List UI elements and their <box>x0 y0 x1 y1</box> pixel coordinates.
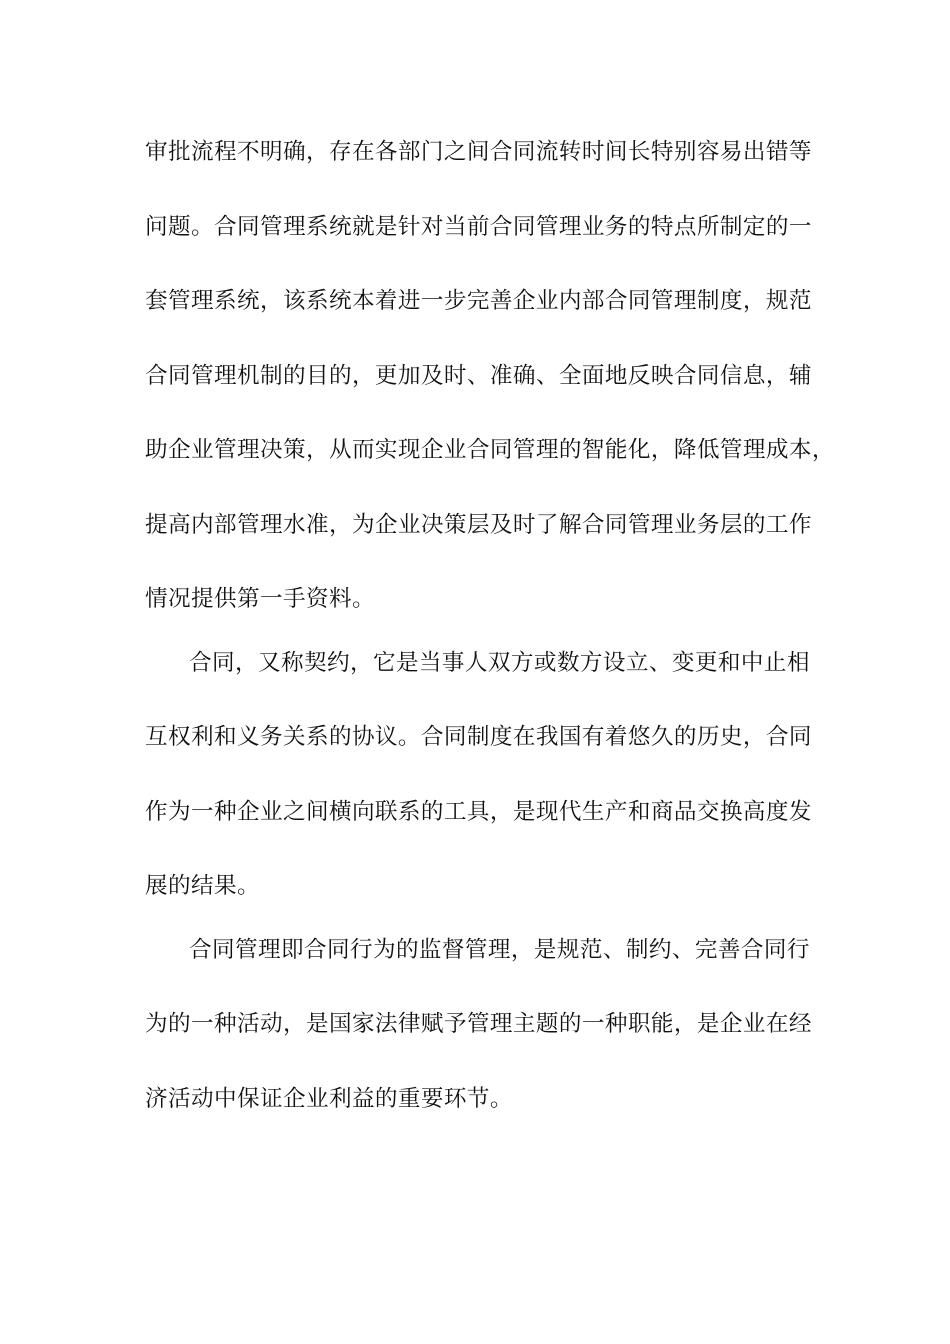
paragraph-3-line-3: 济活动中保证企业利益的重要环节。 <box>145 1086 513 1112</box>
paragraph-1-line-6: 提高内部管理水准，为企业决策层及时了解合同管理业务层的工作 <box>145 512 812 538</box>
paragraph-1-line-2: 问题。合同管理系统就是针对当前合同管理业务的特点所制定的一 <box>145 214 812 240</box>
paragraph-1-line-7: 情况提供第一手资料。 <box>145 586 375 612</box>
paragraph-1-line-5: 助企业管理决策，从而实现企业合同管理的智能化，降低管理成本， <box>145 437 835 463</box>
paragraph-2-line-3: 作为一种企业之间横向联系的工具，是现代生产和商品交换高度发 <box>145 799 812 825</box>
paragraph-2-line-2: 互权利和义务关系的协议。合同制度在我国有着悠久的历史，合同 <box>145 724 812 750</box>
paragraph-3-line-2: 为的一种活动，是国家法律赋予管理主题的一种职能，是企业在经 <box>145 1011 812 1037</box>
paragraph-1-line-3: 套管理系统，该系统本着进一步完善企业内部合同管理制度，规范 <box>145 288 812 314</box>
paragraph-2-line-4: 展的结果。 <box>145 873 260 899</box>
paragraph-2-line-1: 合同，又称契约，它是当事人双方或数方设立、变更和中止相 <box>189 650 810 676</box>
paragraph-1-line-4: 合同管理机制的目的，更加及时、准确、全面地反映合同信息，辅 <box>145 363 812 389</box>
paragraph-3-line-1: 合同管理即合同行为的监督管理，是规范、制约、完善合同行 <box>189 937 810 963</box>
paragraph-1-line-1: 审批流程不明确，存在各部门之间合同流转时间长特别容易出错等 <box>145 139 812 165</box>
